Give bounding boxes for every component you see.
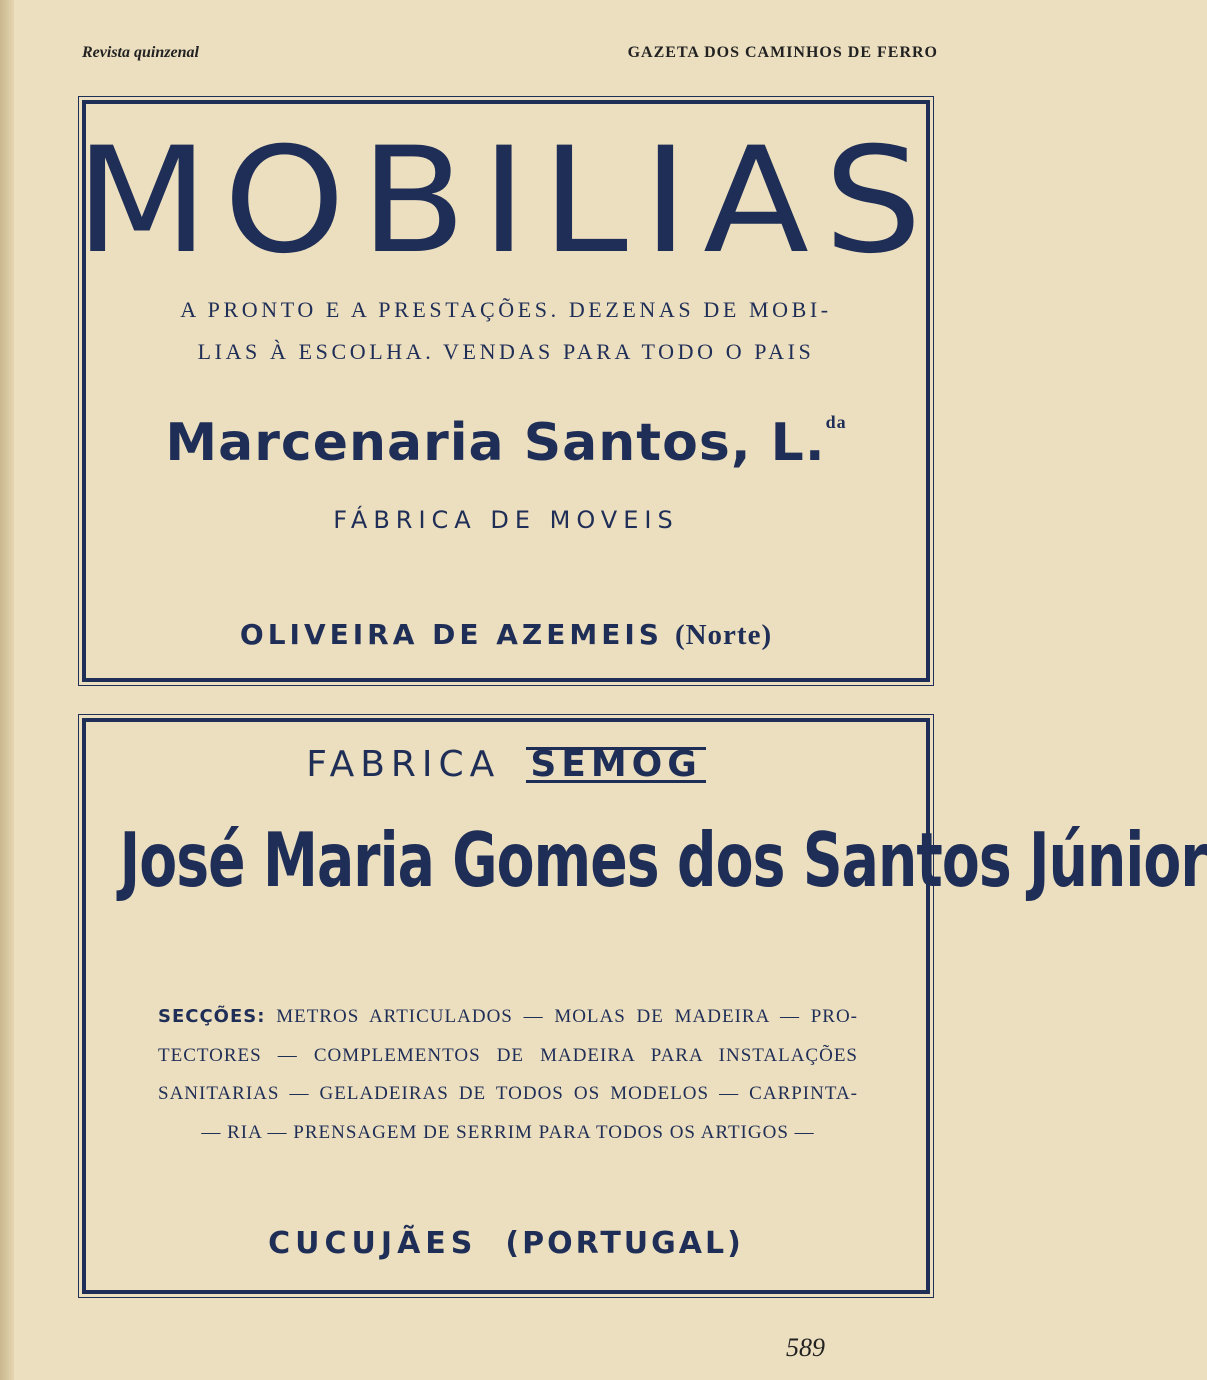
company-name-superscript: da [825, 412, 847, 432]
company-name [86, 412, 926, 473]
ad-description-line-1: A PRONTO E A PRESTAÇÕES. DEZENAS DE MOBI- [180, 297, 832, 322]
factory-city: CUCUJÃES [268, 1226, 478, 1261]
advertisement-semog [82, 718, 1207, 1294]
ad-description-line-2: LIAS À ESCOLHA. VENDAS PARA TODO O PAIS [197, 339, 815, 364]
factory-country: (PORTUGAL) [505, 1226, 744, 1261]
ad-title: MOBILIAS [75, 116, 937, 286]
company-subtitle: FÁBRICA DE MOVEIS [333, 506, 679, 534]
sections-label: SECÇÕES: [158, 1006, 266, 1027]
page-edge [0, 0, 14, 1380]
company-location [86, 618, 926, 652]
sections-line-2: TECTORES — COMPLEMENTOS DE MADEIRA PARA INSTALAÇÕES [158, 1044, 858, 1066]
location-city: OLIVEIRA DE AZEMEIS [239, 618, 663, 651]
sections-list [158, 998, 858, 1152]
factory-location [86, 1226, 926, 1261]
fabrica-label: FABRICA [306, 744, 501, 785]
location-region: (Norte) [674, 619, 773, 651]
advertisement-mobilias [75, 100, 937, 682]
proprietor-name: José Maria Gomes dos Santos Júnior [119, 817, 1207, 905]
page-number: 589 [786, 1333, 825, 1362]
fabrica-heading [86, 744, 926, 785]
sections-line-1 [158, 998, 858, 1037]
sections-line-1-text: METROS ARTICULADOS — MOLAS DE MADEIRA — PRO- [276, 1006, 858, 1027]
sections-line-3: SANITARIAS — GELADEIRAS DE TODOS OS MODELOS — CARPINTA- [158, 1083, 858, 1104]
running-head-left: Revista quinzenal [82, 44, 199, 61]
sections-line-4: — RIA — PRENSAGEM DE SERRIM PARA TODOS OS ARTIGOS — [201, 1121, 815, 1143]
company-name-text: Marcenaria Santos, L. [165, 413, 826, 473]
brand-logo: SEMOG [526, 747, 706, 783]
running-head-right: GAZETA DOS CAMINHOS DE FERRO [627, 44, 938, 61]
